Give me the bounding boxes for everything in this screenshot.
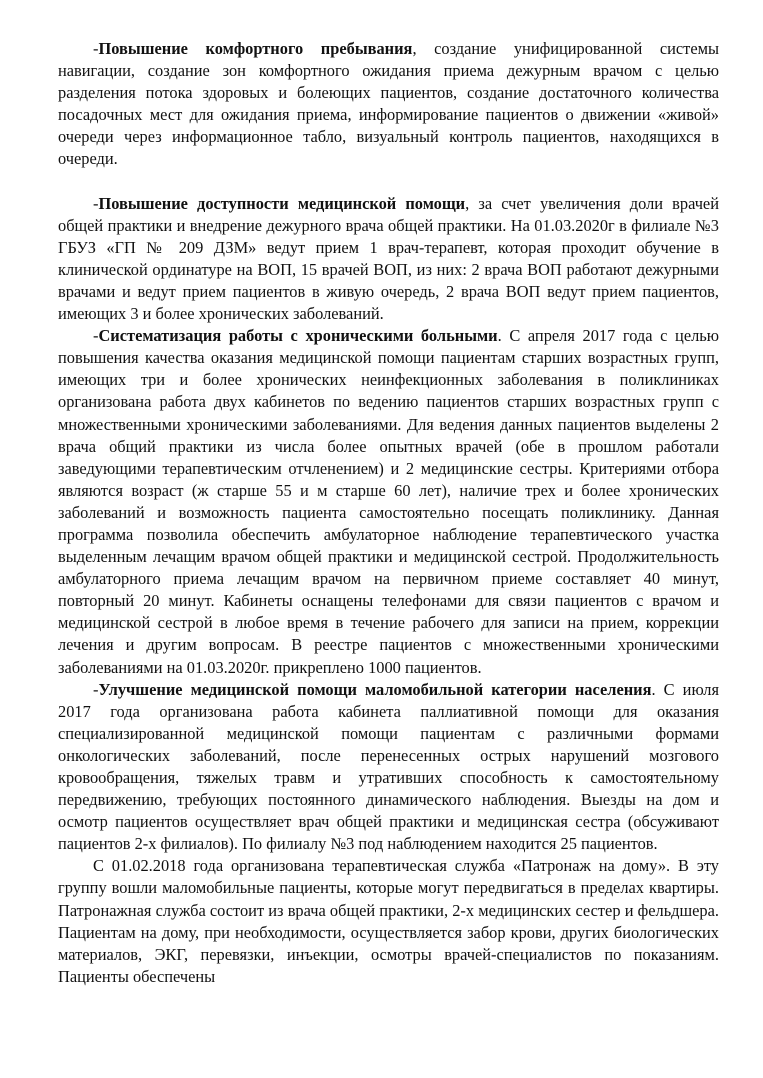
paragraph-text: . С апреля 2017 года с целью повышения качества оказания медицинской помощи пациентам старших возрастных групп, имеющих три и более хронических неинфекционных заболевания в поликлиниках организована работа двух кабинетов по ведению пациентов старших возрастных групп с множественными хроническими заболеваниями. Для ведения данных пациентов выделены 2 врача общий практики из числа более опытных врачей (обе в прошлом работали заведующими терапевтическим отчленением) и 2 медицинские сестры. Критериями отбора являются возраст (ж старше 55 и м старше 60 лет), наличие трех и более хронических заболеваний и возможность пациента самостоятельно посещать поликлинику. Данная программа позволила обеспечить амбулаторное наблюдение терапевтического участка выделенным лечащим врачом общей практики и медицинской сестрой. Продолжительность амбулаторного приема лечащим врачом на первичном приеме составляет 40 минут, повторный 20 минут. Кабинеты оснащены телефонами для связи пациентов с врачом и медицинской сестрой в любое время в течение рабочего для записи на прием, коррекции лечения и другим вопросам. В реестре пациентов с множественными хроническими заболеваниями на 01.03.2020г. прикреплено 1000 пациентов.: [58, 326, 719, 677]
paragraph-lead: -: [93, 326, 99, 346]
paragraph-text: , создание унифицированной системы навигации, создание зон комфортного ожидания приема дежурным врачом с целью разделения потока здоровых и болеющих пациентов, создание достаточного количества посадочных мест для ожидания приема, информирование пациентов о движении «живой» очереди через информационное табло, визуальный контроль пациентов, находящихся в очереди.: [58, 39, 719, 169]
paragraph-lead: -: [93, 39, 99, 58]
paragraph-comfort: [58, 38, 719, 171]
paragraph-heading: Систематизация работы с хроническими больными: [98, 326, 498, 346]
paragraph-heading: Улучшение медицинской помощи маломобильной категории населения: [98, 679, 652, 699]
paragraph-text: . С июля 2017 года организована работа кабинета паллиативной помощи для оказания специализированной медицинской помощи пациентам с различными формами онкологических заболеваний, после перенесенных острых нарушений мозгового кровообращения, тяжелых травм и утративших способность к самостоятельному передвижению, требующих постоянного динамического наблюдения. Выезды на дом и осмотр пациентов осуществляет врач общей практики и медицинская сестра (обсуживают пациентов 2-х филиалов). По филиалу №3 под наблюдением находится 25 пациентов.: [58, 679, 719, 854]
paragraph-heading: Повышение доступности медицинской помощи: [98, 193, 466, 213]
paragraph-low-mobility: [58, 679, 719, 856]
paragraph-text: , за счет увеличения доли врачей общей практики и внедрение дежурного врача общей практики. На 01.03.2020г в филиале №3 ГБУЗ «ГП № 209 ДЗМ» ведут прием 1 врач-терапевт, которая проходит обучение в клинической ординатуре на ВОП, 15 врачей ВОП, из них: 2 врача ВОП работают дежурными врачами и ведут прием пациентов в живую очередь, 2 врача ВОП ведут прием пациентов, имеющих 3 и более хронических заболеваний.: [58, 193, 719, 324]
paragraph-spacer: [58, 171, 719, 193]
paragraph-home-care: [58, 855, 719, 988]
paragraph-lead: -: [93, 679, 99, 699]
paragraph-accessibility: [58, 193, 719, 326]
paragraph-chronic: [58, 325, 719, 679]
paragraph-lead: -: [93, 193, 99, 213]
paragraph-heading: Повышение комфортного пребывания: [98, 39, 413, 58]
paragraph-text: С 01.02.2018 года организована терапевтическая служба «Патронаж на дому». В эту группу вошли маломобильные пациенты, которые могут передвигаться в пределах квартиры. Патронажная служба состоит из врача общей практики, 2-х медицинских сестер и фельдшера. Пациентам на дому, при необходимости, осуществляется забор крови, других биологических материалов, ЭКГ, перевязки, инъекции, осмотры врачей-специалистов по показаниям. Пациенты обеспечены: [58, 856, 719, 986]
